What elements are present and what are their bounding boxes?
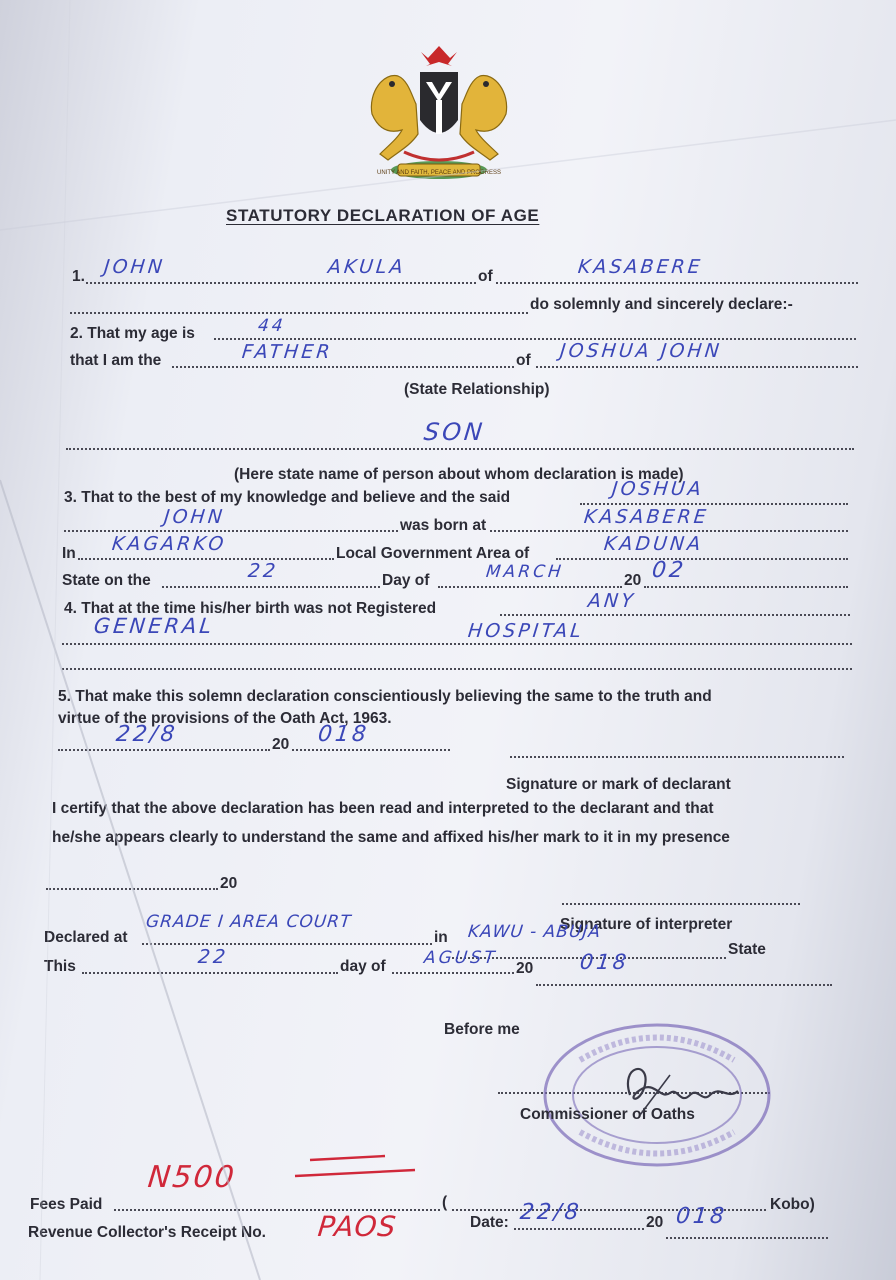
declared-at-label: Declared at [44,929,128,946]
interpreter-signature-dots [562,903,800,905]
line4-value-2b: HOSPITAL [466,620,585,642]
certify-date-dots [46,888,218,890]
receipt-year-prefix: 20 [646,1214,664,1231]
line2-relation-dots [172,366,514,368]
this-month-value: AGUST [422,948,499,968]
line5-date-dots [58,749,270,751]
line3-born-value: KASABERE [582,506,710,528]
line3-born-dots [490,530,848,532]
document-title: STATUTORY DECLARATION OF AGE [226,206,540,225]
line3-state-label: State on the [62,572,151,589]
line3-lga-label: Local Government Area of [336,545,530,562]
line3-said2-dots [64,530,398,532]
line4-value-2a: GENERAL [92,614,216,638]
line4-text: 4. That at the time his/her birth was not Registered [64,600,437,617]
declared-state-label: State [728,941,766,958]
line3-in-dots [78,558,334,560]
receipt-date-value: 22/8 [518,1200,583,1225]
line3-text: 3. That to the best of my knowledge and believe and the said [64,489,511,506]
interpreter-signature-label: Signature of interpreter [560,916,733,933]
fees-label: Fees Paid [30,1196,103,1213]
line1-declare-text: do solemnly and sincerely declare:- [530,296,793,313]
line3-said-value-2: JOHN [162,506,227,528]
line5-date-value: 22/8 [114,722,179,747]
line1-name-first: JOHN [102,256,167,278]
this-label: This [44,958,76,975]
declared-in-value: KAWU - ABUJA [466,922,603,942]
commissioner-label: Commissioner of Oaths [520,1106,695,1123]
line2-person-dots [536,366,858,368]
declarant-signature-dots [510,756,844,758]
line3-in-label: In [62,545,76,562]
line5-year-prefix: 20 [272,736,290,753]
declared-at-value: GRADE I AREA COURT [144,912,353,932]
line1-blank-dots [70,312,528,314]
line2-relation-value: FATHER [240,341,334,363]
receipt-label: Revenue Collector's Receipt No. [28,1224,266,1241]
line5-text-2: virtue of the provisions of the Oath Act, 1963. [58,710,392,727]
receipt-date-label: Date: [470,1214,509,1231]
line3-lga-value: KADUNA [602,533,705,555]
receipt-year-dots [666,1237,828,1239]
line2-relation-label: that I am the [70,352,162,369]
coat-of-arms-icon [358,42,520,187]
line1-number: 1. [72,268,85,285]
line3-year-prefix: 20 [624,572,642,589]
kobo-label: Kobo) [770,1196,815,1213]
relationship-value: SON [422,418,487,446]
line2-age-dots [214,338,856,340]
declared-at-dots [142,943,432,945]
line3-day-of-label: Day of [382,572,430,589]
line3-day-dots [162,586,380,588]
line3-year-value: 02 [650,558,688,583]
line1-name-last: AKULA [326,256,407,278]
line4-dots-1 [500,614,850,616]
line1-place: KASABERE [576,256,704,278]
this-year-prefix: 20 [516,960,534,977]
line3-day-value: 22 [246,560,280,582]
line1-place-dots [496,282,858,284]
line2-age-value: 44 [256,316,287,336]
this-day-value: 22 [196,946,230,968]
this-year-value: 018 [578,950,631,974]
receipt-date-dots [514,1228,644,1230]
line2-of-label: of [516,352,531,369]
this-year-dots [536,984,832,986]
line3-in-value: KAGARKO [110,533,228,555]
receipt-value: PAOS [316,1210,399,1243]
receipt-year-value: 018 [674,1204,729,1229]
crest-motto: UNITY AND FAITH, PEACE AND PROGRESS [377,170,501,176]
before-me-label: Before me [444,1021,520,1038]
line2-age-label: 2. That my age is [70,325,195,342]
line5-year-value: 018 [316,722,371,747]
fees-paren-open: ( [442,1194,448,1211]
certify-year-prefix: 20 [220,875,238,892]
line3-lga-dots [556,558,848,560]
line4-value-1: ANY [586,590,637,612]
fees-underline-icon [95,1140,425,1215]
line5-year-dots [292,749,450,751]
declared-in-label: in [434,929,448,946]
line3-said-value-1: JOSHUA [610,478,705,500]
certify-text-2: he/she appears clearly to understand the same and affixed his/her mark to it in my presence [52,829,730,846]
line3-month-dots [438,586,622,588]
line1-of-label: of [478,268,493,285]
certify-text-1: I certify that the above declaration has been read and interpreted to the declarant and that [52,800,714,817]
this-day-of-label: day of [340,958,386,975]
declarant-signature-label: Signature or mark of declarant [506,776,731,793]
line4-dots-3 [62,668,852,670]
line3-year-dots [644,586,848,588]
line3-born-label: was born at [400,517,487,534]
line1-name-dots [86,282,476,284]
state-relationship-note: (State Relationship) [404,381,550,398]
this-day-dots [82,972,338,974]
line4-dots-2 [62,643,852,645]
line5-text-1: 5. That make this solemn declaration conscientiously believing the same to the truth and [58,688,712,705]
line3-month-value: MARCH [484,562,565,582]
this-month-dots [392,972,514,974]
line2-person-value: JOSHUA JOHN [558,340,724,362]
fees-value: N500 [146,1160,238,1195]
here-state-note: (Here state name of person about whom declaration is made) [234,466,684,483]
relationship-dots [66,448,854,450]
commissioner-signature-icon [610,1055,750,1125]
line3-said-dots [580,503,848,505]
